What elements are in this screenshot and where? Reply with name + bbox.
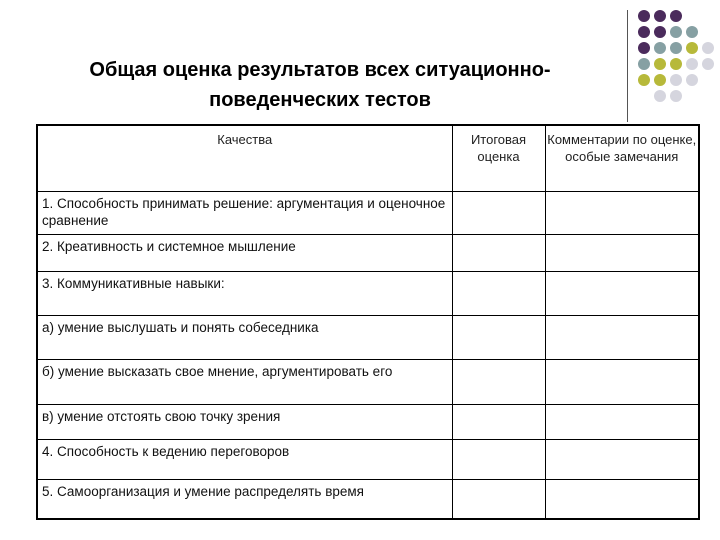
table-row (37, 234, 699, 271)
score-cell[interactable] (452, 359, 545, 404)
quality-cell: 4. Способность к ведению переговоров (37, 439, 452, 479)
table-row (37, 359, 699, 404)
table-row (37, 315, 699, 359)
decorative-dot (670, 10, 682, 22)
page-title-line-2: поведенческих тестов (209, 89, 431, 111)
score-cell[interactable] (452, 191, 545, 234)
decorative-dot (638, 42, 650, 54)
comment-cell[interactable] (545, 404, 699, 439)
comment-cell[interactable] (545, 315, 699, 359)
table-row (37, 271, 699, 315)
quality-cell: в) умение отстоять свою точку зрения (37, 404, 452, 439)
header-score: Итоговая оценка (452, 125, 545, 191)
table-row (37, 191, 699, 234)
table-header-row (37, 125, 699, 191)
decorative-dot (670, 42, 682, 54)
decorative-dot (670, 74, 682, 86)
decorative-dot (654, 74, 666, 86)
score-cell[interactable] (452, 439, 545, 479)
quality-cell: 5. Самоорганизация и умение распределять время (37, 479, 452, 519)
decorative-dot (654, 26, 666, 38)
quality-cell: 3. Коммуникативные навыки: (37, 271, 452, 315)
score-cell[interactable] (452, 315, 545, 359)
page-title-line-1: Общая оценка результатов всех ситуационно- (89, 59, 551, 81)
table-row (37, 404, 699, 439)
comment-cell[interactable] (545, 271, 699, 315)
decorative-dot (654, 90, 666, 102)
decorative-dot (686, 26, 698, 38)
decorative-dot (702, 58, 714, 70)
score-cell[interactable] (452, 404, 545, 439)
decorative-vertical-line (627, 10, 628, 122)
decorative-dot (638, 58, 650, 70)
quality-cell: б) умение высказать свое мнение, аргументировать его (37, 359, 452, 404)
table-row (37, 479, 699, 519)
decorative-dot (638, 10, 650, 22)
decorative-dot (670, 26, 682, 38)
comment-cell[interactable] (545, 191, 699, 234)
table-row (37, 439, 699, 479)
comment-cell[interactable] (545, 439, 699, 479)
quality-cell: 2. Креативность и системное мышление (37, 234, 452, 271)
decorative-dot (638, 26, 650, 38)
decorative-dot (686, 74, 698, 86)
page-title (30, 55, 610, 115)
decorative-dot (654, 58, 666, 70)
header-comments: Комментарии по оценке, особые замечания (545, 125, 699, 191)
decorative-dot (654, 42, 666, 54)
score-cell[interactable] (452, 479, 545, 519)
decorative-dot (670, 90, 682, 102)
score-cell[interactable] (452, 271, 545, 315)
decorative-dot (702, 42, 714, 54)
header-qualities: Качества (37, 125, 452, 191)
comment-cell[interactable] (545, 359, 699, 404)
decorative-dot (686, 42, 698, 54)
evaluation-table (36, 124, 700, 520)
score-cell[interactable] (452, 234, 545, 271)
comment-cell[interactable] (545, 479, 699, 519)
decorative-dot (654, 10, 666, 22)
decorative-dot (686, 58, 698, 70)
quality-cell: а) умение выслушать и понять собеседника (37, 315, 452, 359)
comment-cell[interactable] (545, 234, 699, 271)
decorative-dot (670, 58, 682, 70)
decorative-dot (638, 74, 650, 86)
quality-cell: 1. Способность принимать решение: аргументация и оценочное сравнение (37, 191, 452, 234)
